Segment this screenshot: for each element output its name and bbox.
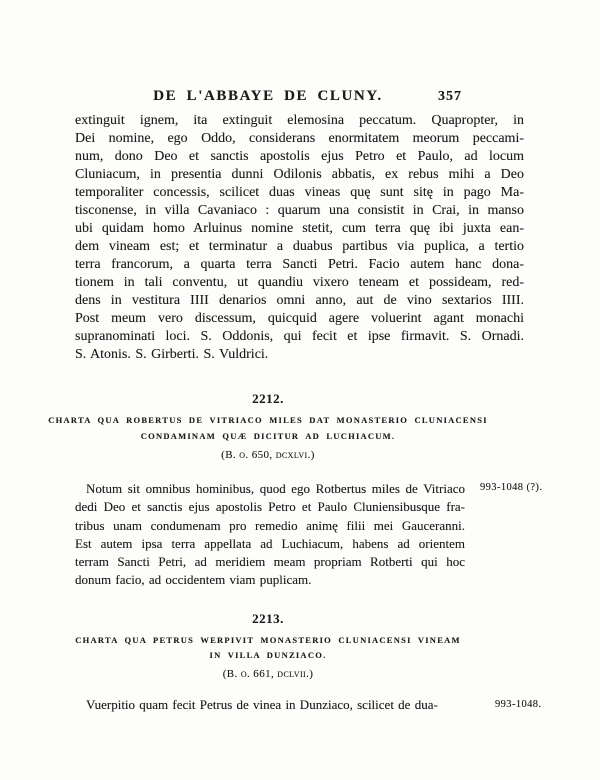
entry-2212-heading-line1: CHARTA QUA ROBERTUS DE VITRIACO MILES DAT MONASTERIO CLUNIACENSI	[48, 415, 488, 425]
charter-text-continuation	[75, 112, 524, 364]
text-line: Post meum vero discessum, quicquid agere voluerint agant monachi	[75, 311, 524, 326]
text-line: donum facio, ad occidentem viam puplicam.	[75, 572, 312, 588]
text-line: dem vineam est; et terminatur a duabus partibus via puplica, a tertio	[75, 239, 524, 254]
text-line: tionem in tali conventu, ut quandiu vixero teneam et possideam, red-	[75, 275, 524, 290]
text-line: temporaliter concessis, scilicet duas vineas quę sunt sitę in pago Ma-	[75, 185, 524, 200]
text-line: S. Atonis. S. Girberti. S. Vuldrici.	[75, 347, 269, 362]
text-line: terra francorum, a quarta terra Sancti Petri. Facio autem hanc dona-	[75, 257, 524, 272]
text-line: Vuerpitio quam fecit Petrus de vinea in Dunziaco, scilicet de dua-	[86, 697, 438, 712]
entry-2213-margin-date: 993-1048.	[495, 699, 542, 710]
entry-2213-charter-text	[75, 696, 467, 714]
entry-2212-charter-text	[75, 480, 465, 590]
page-number: 357	[438, 89, 462, 104]
text-line: ubi quidam homo Arluinus nomine stetit, cum terra quę ibi juxta ean-	[75, 221, 524, 236]
entry-2213-source-citation: (B. o. 661, dclvii.)	[222, 668, 314, 680]
text-line: dedi Deo et sanctis ejus apostolis Petro et Paulo Cluniensibusque fra-	[75, 499, 465, 515]
entry-2212-heading-line2: CONDAMINAM QUÆ DICITUR AD LUCHIACUM.	[140, 431, 396, 441]
text-line: dens in vestitura IIII denarios omni anno, aut de vino sextarios IIII.	[75, 293, 524, 308]
text-line: tribus unam condumenam pro remedio animę filii mei Gauceranni.	[75, 517, 465, 533]
entry-2213-heading-line1: CHARTA QUA PETRUS WERPIVIT MONASTERIO CLUNIACENSI VINEAM	[75, 635, 461, 645]
entry-2212-number: 2212.	[252, 391, 284, 406]
text-line: supranominati loci. S. Oddonis, qui fecit et ipse firmavit. S. Ornadi.	[75, 329, 524, 344]
text-line: extinguit ignem, ita extinguit elemosina peccatum. Quapropter, in	[75, 113, 524, 128]
text-line: num, dono Deo et sanctis apostolis ejus Petro et Paulo, ad locum	[75, 149, 524, 164]
text-line: terram Sancti Petri, ad meridiem meam propriam Rotberti qui hoc	[75, 554, 465, 570]
entry-2212-margin-date: 993-1048 (?).	[480, 482, 543, 493]
entry-2213-number: 2213.	[252, 611, 284, 626]
entry-2213-heading-line2: IN VILLA DUNZIACO.	[209, 650, 327, 660]
text-line: tisconense, in villa Cavaniaco : quarum una consistit in Crai, in manso	[75, 203, 524, 218]
running-header-title: DE L'ABBAYE DE CLUNY.	[153, 88, 383, 104]
text-line: Cluniacum, in presentia dunni Odilonis abbatis, ex rebus mihi a Deo	[75, 167, 524, 182]
entry-2212-source-citation: (B. o. 650, dcxlvi.)	[221, 449, 315, 461]
text-line: Dei nomine, ego Oddo, considerans enormitatem meorum peccami-	[75, 131, 524, 146]
text-line: Notum sit omnibus hominibus, quod ego Rotbertus miles de Vitriaco	[86, 481, 465, 496]
text-line: Est autem ipsa terra appellata ad Luchiacum, habens ad orientem	[75, 535, 465, 551]
